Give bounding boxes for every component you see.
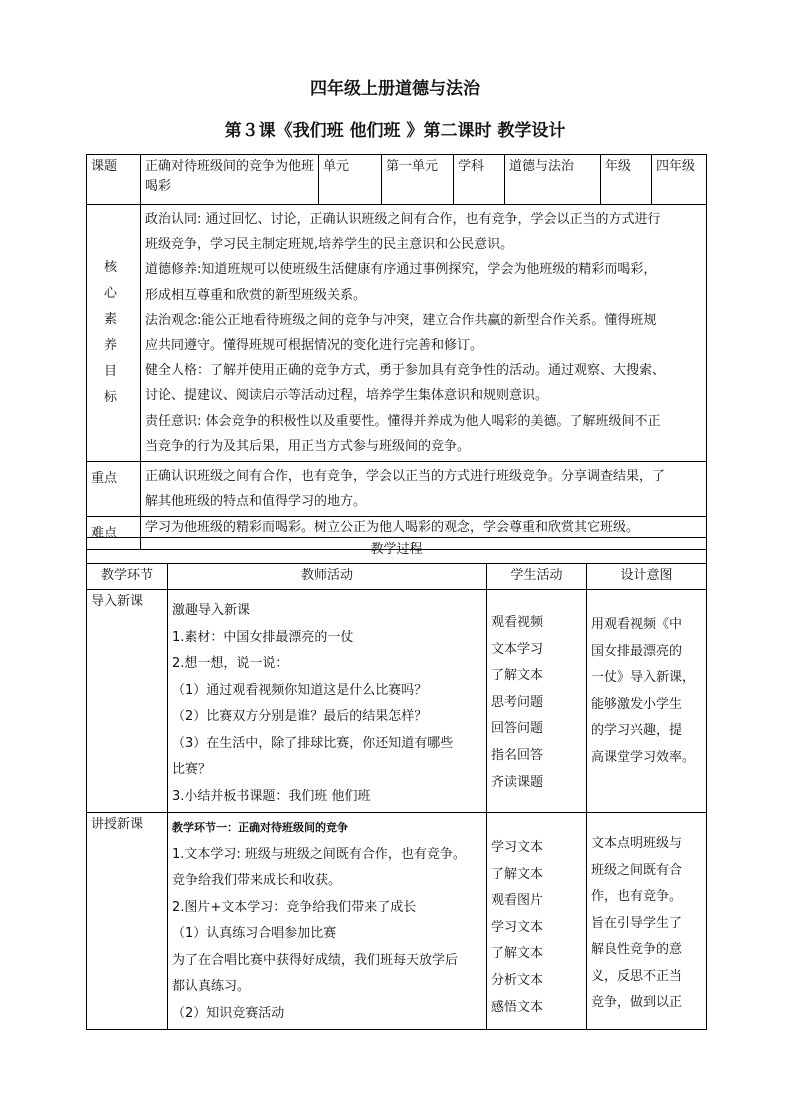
col-student-header: 学生活动 [487,564,587,590]
goal-line: 应共同遵守。懂得班规可根据情况的变化进行完善和修订。 [145,338,484,354]
student-line: 观看视频 [491,615,544,630]
grade-value: 四年级 [652,155,707,205]
page-title: 四年级上册道德与法治 [310,79,480,99]
goal-line: 形成相互尊重和欣赏的新型班级关系。 [145,287,367,303]
student-activity-new-lesson [487,813,587,1030]
core-label-2: 素 养 [103,312,123,354]
goal-line: 讨论、提建议、阅读启示等活动过程，培养学生集体意识和规则意识。 [145,388,549,404]
intent-line: 一仗》导入新课， [591,670,696,685]
teacher-line: （3）在生活中，除了排球比赛，你还知道有哪些 [172,735,454,751]
student-line: 指名回答 [491,747,544,763]
unit-label: 单元 [319,155,382,205]
lesson-label: 课题 [87,155,141,205]
key-line: 解其他班级的特点和值得学习的地方。 [145,494,367,510]
key-point-content [141,462,707,517]
lesson-value: 正确对待班级间的竞争为他班喝彩 [141,155,319,205]
design-intent-intro [587,590,707,813]
intent-line: 国女排最漂亮的 [591,643,683,659]
section-title: 教学环节一：正确对待班级间的竞争 [172,821,348,834]
col-intent-header: 设计意图 [587,564,707,590]
key-line: 正确认识班级之间有合作，也有竞争，学会以正当的方式进行班级竞争。分享调查结果，了 [145,469,666,485]
student-line: 文本学习 [491,641,544,657]
teacher-line: 1.素材：中国女排最漂亮的一仗 [172,629,354,645]
process-header: 教学过程 [87,538,707,564]
intent-line: 竞争，做到以正 [591,995,683,1010]
teacher-line: 1.文本学习: 班级与班级之间既有合作，也有竞争。 [172,846,466,862]
teacher-line: 3.小结并板书课题：我们班 他们班 [172,788,371,804]
core-goals-label [87,205,141,462]
goal-line: 当竞争的行为及其后果，用正当方式参与班级间的竞争。 [145,438,471,454]
teacher-line: 竞争给我们带来成长和收获。 [172,873,342,888]
col-teacher-header: 教师活动 [168,564,487,590]
student-line: 观看图片 [491,893,544,909]
goal-line: 责任意识: 体会竞争的积极性以及重要性。懂得并养成为他人喝彩的美德。了解班级间不正 [145,413,661,429]
teacher-line: （2）比赛双方分别是谁？最后的结果怎样？ [172,709,428,724]
teacher-line: 为了在合唱比赛中获得好成绩，我们班每天放学后 [172,952,459,968]
student-activity-intro [487,590,587,813]
teacher-line: 2.想一想，说一说： [172,656,289,671]
teacher-line: 2.图片+文本学习：竞争给我们带来了成长 [172,899,417,915]
intent-line: 高课堂学习效率。 [591,749,696,765]
intent-line: 解良性竞争的意 [591,942,683,957]
intent-line: 义，反思不正当 [591,968,683,984]
intent-line: 用观看视频《中 [591,617,683,632]
intent-line: 文本点明班级与 [591,836,683,851]
goal-line: 道德修养:知道班规可以使班级生活健康有序通过事例探究，学会为他班级的精彩而喝彩， [145,262,657,278]
teaching-process-table [86,537,707,1030]
student-line: 分析文本 [491,972,544,988]
teacher-line: 都认真练习。 [172,979,251,994]
intent-line: 的学习兴趣，提 [591,723,683,738]
core-label-1: 核 心 [103,260,123,302]
lesson-info-table [86,154,707,550]
teacher-line: （1）通过观看视频你知道这是什么比赛吗？ [172,682,428,698]
subject-value: 道德与法治 [505,155,601,205]
student-line: 了解文本 [491,668,544,684]
page-subtitle: 第３课《我们班 他们班 》第二课时 教学设计 [224,121,566,141]
core-label-3: 目 标 [103,364,123,406]
unit-value: 第一单元 [382,155,454,205]
student-line: 回答问题 [491,721,544,737]
teacher-line: （1）认真练习合唱参加比赛 [172,926,337,941]
subject-label: 学科 [454,155,505,205]
student-line: 齐读课题 [491,774,544,790]
difficult-point-label: 难点 [87,517,141,550]
student-line: 了解文本 [491,946,544,962]
col-stage-header: 教学环节 [87,564,168,590]
student-line: 了解文本 [491,866,544,882]
stage-new-lesson: 讲授新课 [87,813,168,1030]
teacher-line: 激趣导入新课 [172,603,251,618]
grade-label: 年级 [601,155,652,205]
intent-line: 作，也有竞争。 [591,889,683,904]
intent-line: 旨在引导学生了 [591,915,683,931]
teacher-activity-new-lesson [168,813,487,1030]
intent-line: 班级之间既有合 [591,862,683,878]
goal-line: 班级竞争，学习民主制定班规,培养学生的民主意识和公民意识。 [145,237,514,253]
difficult-point-content: 学习为他班级的精彩而喝彩。树立公正为他人喝彩的观念，学会尊重和欣赏其它班级。 [141,517,707,550]
stage-intro: 导入新课 [87,590,168,813]
student-line: 学习文本 [491,919,544,935]
design-intent-new-lesson [587,813,707,1030]
goal-line: 政治认同: 通过回忆、讨论，正确认识班级之间有合作，也有竞争，学会以正当的方式进行 [145,212,661,227]
teacher-line: 比赛？ [172,762,212,777]
goal-line: 法治观念:能公正地看待班级之间的竞争与冲突，建立合作共赢的新型合作关系。懂得班规 [145,312,657,328]
key-point-label: 重点 [87,462,141,517]
student-line: 感悟文本 [491,999,544,1015]
core-goals-content [141,205,707,462]
goal-line: 健全人格：了解并使用正确的竞争方式，勇于参加具有竞争性的活动。通过观察、大搜索、 [145,363,666,379]
student-line: 思考问题 [491,694,544,710]
teacher-activity-intro [168,590,487,813]
intent-line: 能够激发小学生 [591,696,683,712]
student-line: 学习文本 [491,840,544,855]
teacher-line: （2）知识竞赛活动 [172,1005,285,1021]
